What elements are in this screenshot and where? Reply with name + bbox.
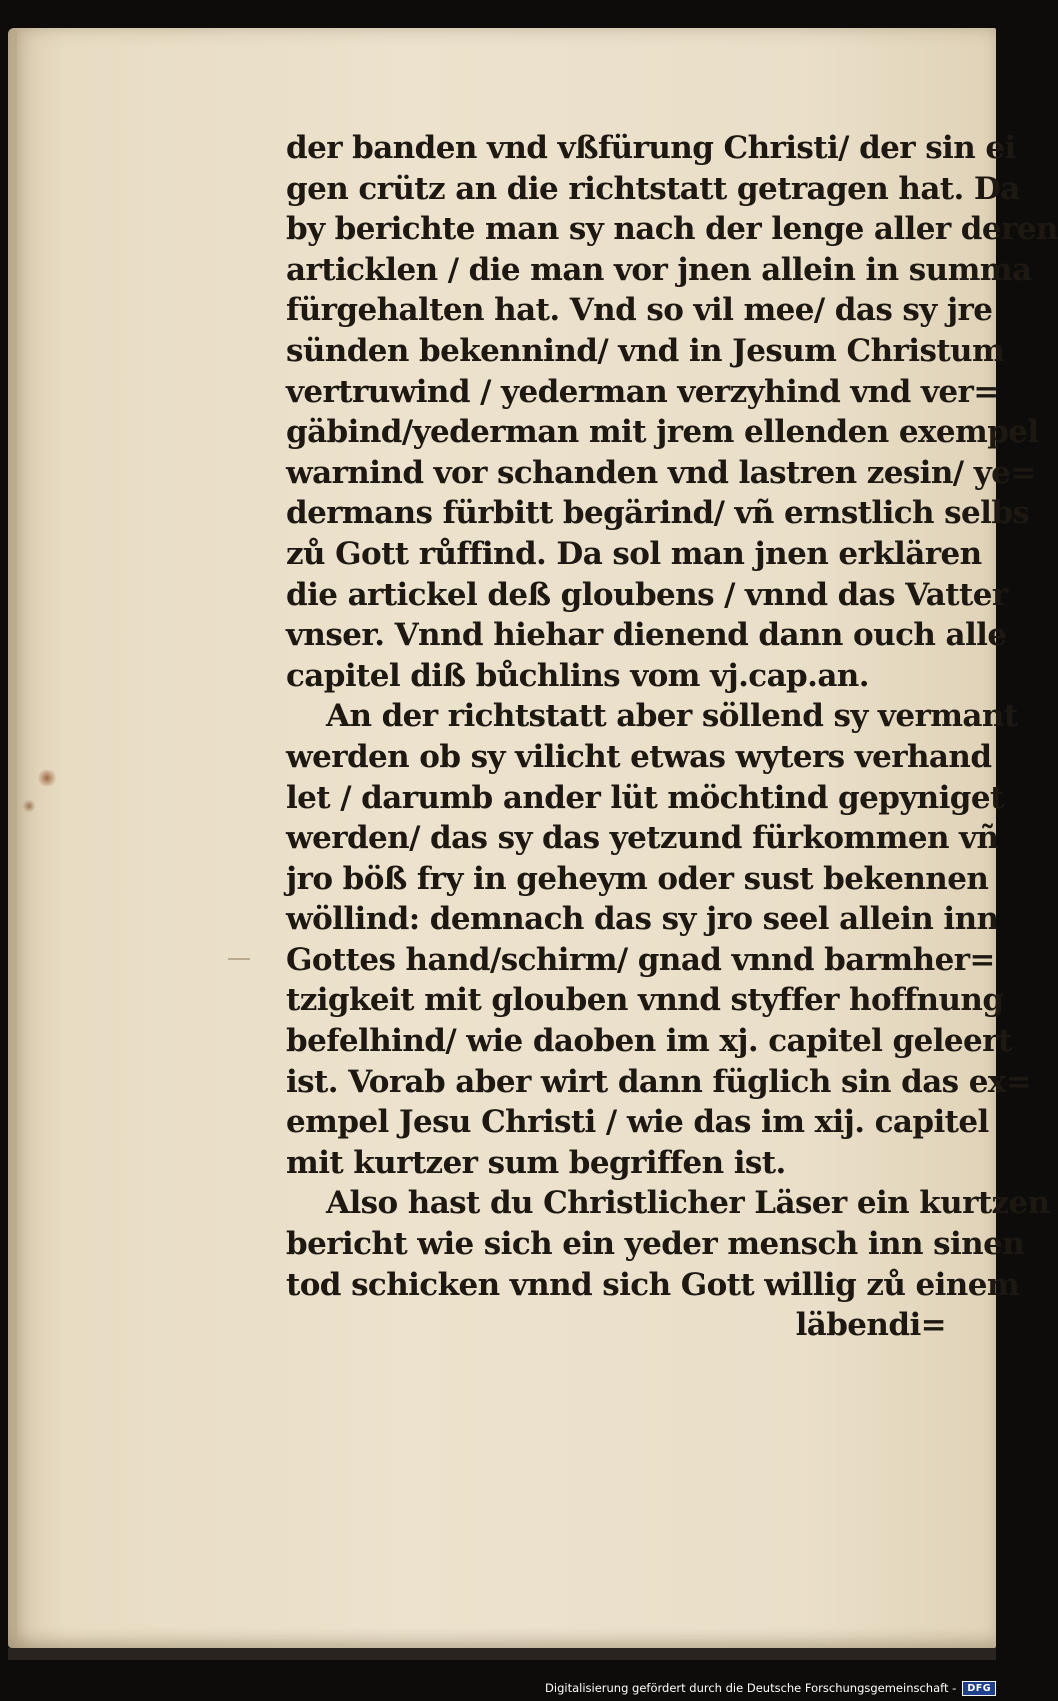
text-line: werden/ das sy das yetzund fürkommen vñ — [286, 820, 999, 857]
footer-credit — [545, 1677, 996, 1699]
text-line: der banden vnd vßfürung Christi/ der sin ei — [286, 130, 1016, 166]
text-line: die artickel deß gloubens / vnnd das Vatter — [286, 576, 1008, 613]
text-line: befelhind/ wie daoben im xj. capitel geleert — [286, 1023, 1012, 1060]
page-stain-small — [22, 800, 36, 812]
text-line: articklen / die man vor jnen allein in summa — [286, 251, 1032, 288]
text-block — [286, 128, 1058, 1346]
text-line: bericht wie sich ein yeder mensch inn sinen — [286, 1226, 1025, 1263]
text-line: capitel diß bůchlins vom vj.cap.an. — [286, 657, 869, 694]
text-line: warnind vor schanden vnd lastren zesin/ ye= — [286, 454, 1036, 491]
text-line: empel Jesu Christi / wie das im xij. capitel — [286, 1104, 989, 1141]
page-edge — [14, 30, 17, 1640]
dfg-logo: DFG — [962, 1681, 996, 1696]
text-line: Gottes hand/schirm/ gnad vnnd barmher= — [286, 941, 995, 978]
text-line: fürgehalten hat. Vnd so vil mee/ das sy jre — [286, 292, 993, 329]
text-line: let / darumb ander lüt möchtind gepyniget — [286, 779, 1004, 816]
text-line: sünden bekennind/ vnd in Jesum Christum — [286, 332, 1005, 369]
catchword: läbendi= — [795, 1307, 946, 1344]
page-stain — [36, 770, 58, 786]
text-line: tod schicken vnnd sich Gott willig zů einem — [286, 1266, 1020, 1303]
paragraph-start-line: Also hast du Christlicher Läser ein kurtzen — [326, 1185, 1050, 1222]
text-line: ist. Vorab aber wirt dann füglich sin das ex= — [286, 1063, 1032, 1100]
book-bottom-edge — [8, 1648, 996, 1660]
text-line: zů Gott růffind. Da sol man jnen erklären — [286, 535, 982, 572]
text-line: vnser. Vnnd hiehar dienend dann ouch alle — [286, 617, 1007, 654]
text-line: werden ob sy vilicht etwas wyters verhand — [286, 738, 992, 775]
text-line: dermans fürbitt begärind/ vñ ernstlich selbs — [286, 495, 1030, 532]
text-line: wöllind: demnach das sy jro seel allein inn — [286, 901, 999, 938]
footer-credit-text: Digitalisierung gefördert durch die Deutsche Forschungsgemeinschaft - — [545, 1681, 957, 1695]
text-line: gäbind/yederman mit jrem ellenden exempel — [286, 414, 1039, 451]
text-line: jro böß fry in geheym oder sust bekennen — [286, 860, 989, 897]
margin-mark — [228, 958, 250, 960]
text-line: vertruwind / yederman verzyhind vnd ver= — [286, 373, 999, 410]
text-line: by berichte man sy nach der lenge aller deren — [286, 211, 1058, 248]
paragraph-start-line: An der richtstatt aber söllend sy vermant — [326, 698, 1018, 735]
text-line: mit kurtzer sum begriffen ist. — [286, 1144, 786, 1181]
text-line: gen crütz an die richtstatt getragen hat. Da — [286, 170, 1020, 207]
text-line: tzigkeit mit glouben vnnd styffer hoffnung — [286, 982, 1004, 1019]
